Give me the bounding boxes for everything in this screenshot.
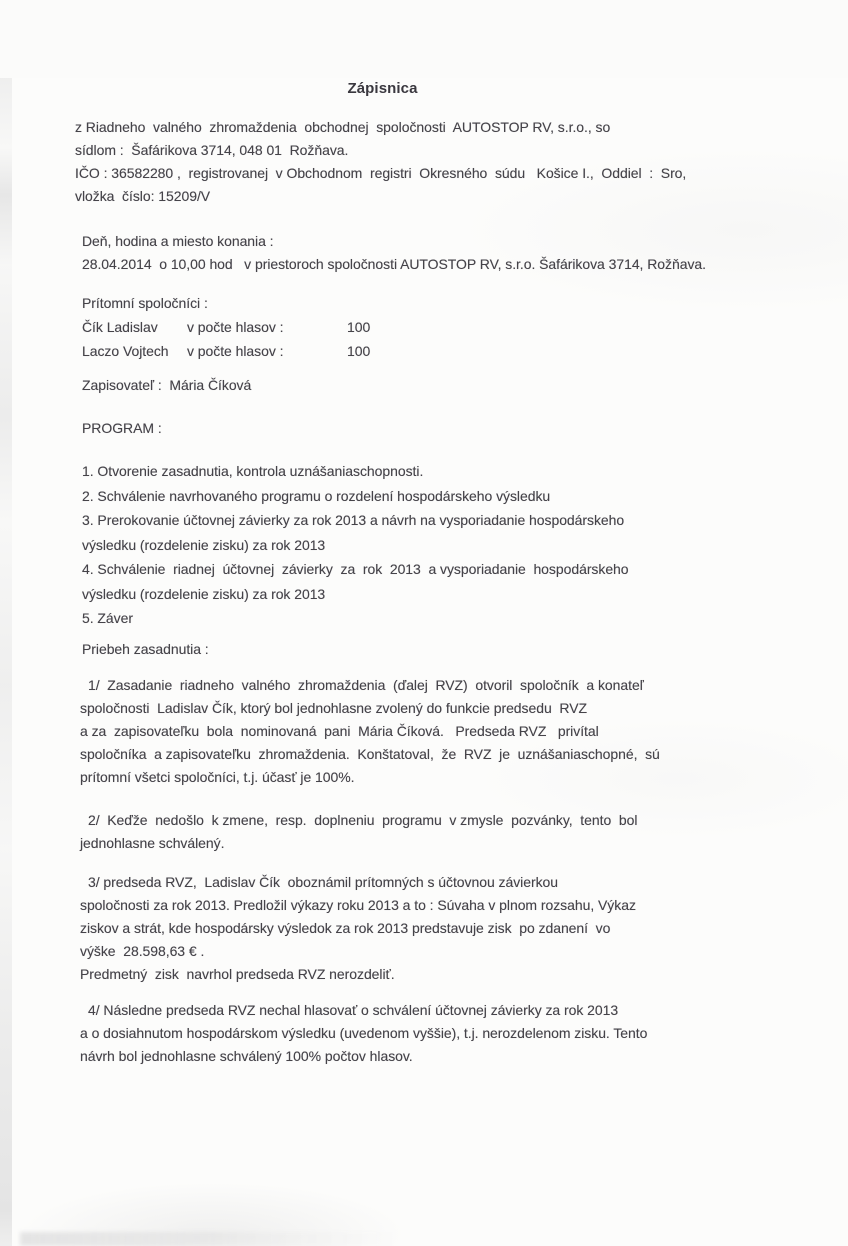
program-item: 5. Záver — [82, 610, 133, 626]
scan-edge-shadow-left — [0, 78, 12, 1246]
program-item-continuation: výsledku (rozdelenie zisku) za rok 2013 — [82, 536, 326, 553]
intro-line: vložka číslo: 15209/V — [75, 188, 211, 204]
meeting-heading: Deň, hodina a miesto konania : — [82, 233, 274, 249]
paragraph-line: 2/ Keďže nedošlo k zmene, resp. doplneniu programu v zmysle pozvánky, tento bol — [88, 811, 638, 828]
scanned-document-page — [0, 78, 848, 1246]
paragraph-line: a o dosiahnutom hospodárskom výsledku (uvedenom vyššie), t.j. nerozdelenom zisku. Tento — [80, 1024, 648, 1041]
paragraph-line: spoločníka a zapisovateľku zhromaždenia. Konštatoval, že RVZ je uznášaniaschopné, sú — [80, 745, 660, 762]
meeting-date-place-section — [82, 230, 790, 276]
paragraph-line: prítomní všetci spoločníci, t.j. účasť je 100%. — [80, 768, 355, 785]
program-item: 2. Schválenie navrhovaného programu o rozdelení hospodárskeho výsledku — [82, 487, 551, 504]
meeting-detail: 28.04.2014 o 10,00 hod v priestoroch spoločnosti AUTOSTOP RV, s.r.o. Šafárikova 3714, Rožňava. — [82, 256, 706, 272]
proceedings-paragraph-1 — [80, 674, 790, 789]
attendee-row — [82, 339, 790, 363]
program-item-continuation: výsledku (rozdelenie zisku) za rok 2013 — [82, 585, 326, 602]
paragraph-line: jednohlasne schválený. — [80, 834, 225, 851]
paragraph-line: spoločnosti za rok 2013. Predložil výkazy roku 2013 a to : Súvaha v plnom rozsahu, Výkaz — [80, 896, 636, 913]
paragraph-line: 1/ Zasadanie riadneho valného zhromaždenia (ďalej RVZ) otvoril spoločník a konateľ — [88, 676, 644, 693]
intro-line: IČO : 36582280 , registrovanej v Obchodnom registri Okresného súdu Košice I., Oddiel : Sro, — [75, 165, 687, 181]
program-item: 1. Otvorenie zasadnutia, kontrola uznášaniaschopnosti. — [82, 463, 424, 479]
attendee-votes-label: v počte hlasov : — [187, 319, 284, 335]
attendee-name: Čík Ladislav — [82, 319, 158, 335]
paragraph-line: 3/ predseda RVZ, Ladislav Čík oboznámil prítomných s účtovnou závierkou — [88, 873, 558, 890]
paragraph-line: 4/ Následne predseda RVZ nechal hlasovať o schválení účtovnej závierky za rok 2013 — [88, 1001, 619, 1018]
paragraph-line: návrh bol jednohlasne schválený 100% počtov hlasov. — [80, 1047, 413, 1064]
proceedings-paragraph-2 — [80, 809, 790, 855]
attendees-section — [82, 292, 790, 363]
intro-line: z Riadneho valného zhromaždenia obchodnej spoločnosti AUTOSTOP RV, s.r.o., so — [75, 119, 611, 135]
paragraph-line: ziskov a strát, kde hospodársky výsledok za rok 2013 predstavuje zisk po zdanení vo — [80, 919, 611, 936]
attendee-row — [82, 315, 790, 339]
program-item: 4. Schválenie riadnej účtovnej závierky za rok 2013 a vysporiadanie hospodárskeho — [82, 561, 629, 577]
attendee-votes-value: 100 — [347, 343, 371, 359]
attendee-name: Laczo Vojtech — [82, 343, 169, 359]
scan-edge-shadow-bottom — [20, 1232, 400, 1246]
intro-line: sídlom : Šafárikova 3714, 048 01 Rožňava. — [75, 142, 349, 158]
recorder-line: Zapisovateľ : Mária Číková — [82, 377, 252, 393]
paragraph-line: Predmetný zisk navrhol predseda RVZ nerozdeliť. — [80, 965, 395, 982]
proceedings-heading: Priebeh zasadnutia : — [82, 640, 209, 657]
paragraph-line: spoločnosti Ladislav Čík, ktorý bol jednohlasne zvolený do funkcie predsedu RVZ — [80, 699, 587, 716]
document-title: Zápisnica — [347, 80, 418, 97]
paragraph-line: a za zapisovateľku bola nominovaná pani Mária Číková. Predseda RVZ privítal — [80, 722, 599, 739]
program-item: 3. Prerokovanie účtovnej závierky za rok 2013 a návrh na vysporiadanie hospodárskeho — [82, 512, 625, 528]
attendee-votes-value: 100 — [347, 319, 371, 335]
intro-paragraph — [75, 116, 790, 208]
attendees-heading: Prítomní spoločníci : — [82, 295, 208, 311]
proceedings-paragraph-4 — [80, 999, 790, 1068]
paragraph-line: výške 28.598,63 € . — [80, 942, 205, 959]
attendee-votes-label: v počte hlasov : — [187, 343, 284, 359]
program-list — [82, 459, 790, 631]
proceedings-paragraph-3 — [80, 871, 790, 986]
program-heading: PROGRAM : — [82, 420, 162, 436]
